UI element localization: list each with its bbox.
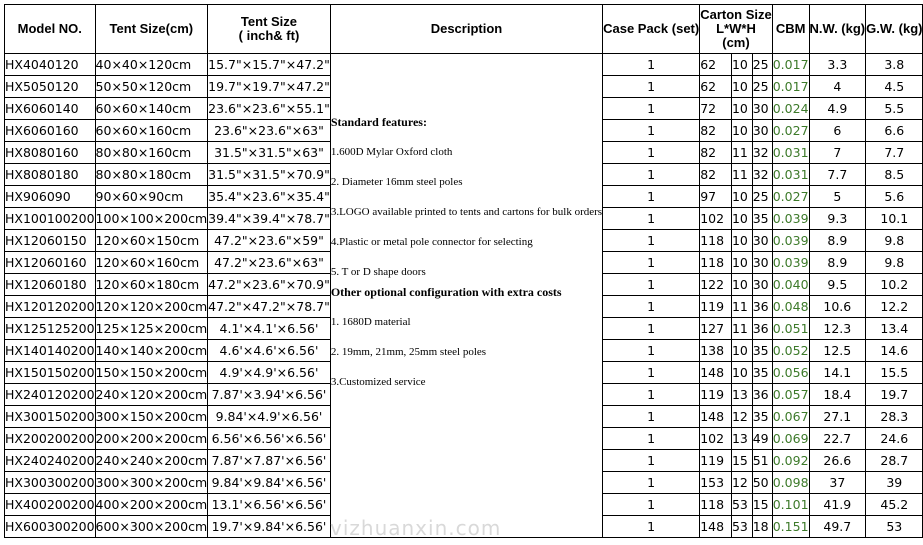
table-cell-carton-height: 30 [752, 274, 772, 296]
table-cell-carton-length: 122 [700, 274, 732, 296]
table-cell-gross-weight: 8.5 [866, 164, 923, 186]
table-cell-gross-weight: 9.8 [866, 230, 923, 252]
table-cell-carton-width: 11 [731, 142, 752, 164]
table-row [5, 54, 923, 76]
table-cell-model: HX240120200 [5, 384, 96, 406]
table-cell-net-weight: 18.4 [809, 384, 866, 406]
table-cell-case-pack: 1 [603, 230, 700, 252]
table-cell-cbm: 0.048 [772, 296, 809, 318]
table-cell-case-pack: 1 [603, 428, 700, 450]
table-cell-carton-height: 30 [752, 120, 772, 142]
table-cell-size-cm: 400×200×200cm [95, 494, 208, 516]
table-cell-carton-length: 118 [700, 494, 732, 516]
table-cell-cbm: 0.039 [772, 208, 809, 230]
table-cell-case-pack: 1 [603, 450, 700, 472]
description-cell [330, 54, 602, 538]
table-cell-case-pack: 1 [603, 54, 700, 76]
table-cell-gross-weight: 45.2 [866, 494, 923, 516]
table-cell-case-pack: 1 [603, 384, 700, 406]
table-cell-carton-width: 11 [731, 164, 752, 186]
table-cell-gross-weight: 10.2 [866, 274, 923, 296]
table-cell-cbm: 0.069 [772, 428, 809, 450]
header-row [5, 5, 923, 54]
table-cell-model: HX140140200 [5, 340, 96, 362]
table-cell-cbm: 0.031 [772, 164, 809, 186]
table-cell-gross-weight: 10.1 [866, 208, 923, 230]
table-cell-size-cm: 240×240×200cm [95, 450, 208, 472]
table-cell-size-inch: 6.56'×6.56'×6.56' [208, 428, 331, 450]
table-cell-size-inch: 35.4"×23.6"×35.4" [208, 186, 331, 208]
table-cell-net-weight: 14.1 [809, 362, 866, 384]
table-cell-carton-width: 10 [731, 76, 752, 98]
table-cell-size-cm: 60×60×140cm [95, 98, 208, 120]
table-cell-size-inch: 15.7"×15.7"×47.2" [208, 54, 331, 76]
table-cell-carton-width: 10 [731, 186, 752, 208]
table-cell-carton-length: 102 [700, 208, 732, 230]
table-cell-carton-length: 148 [700, 516, 732, 538]
optional-configuration-item: 3.Customized service [330, 376, 426, 388]
table-cell-model: HX12060180 [5, 274, 96, 296]
table-cell-case-pack: 1 [603, 406, 700, 428]
table-cell-model: HX600300200 [5, 516, 96, 538]
table-cell-cbm: 0.092 [772, 450, 809, 472]
table-cell-gross-weight: 24.6 [866, 428, 923, 450]
table-cell-case-pack: 1 [603, 274, 700, 296]
table-cell-carton-width: 12 [731, 472, 752, 494]
table-cell-carton-height: 32 [752, 142, 772, 164]
table-cell-size-inch: 9.84'×4.9'×6.56' [208, 406, 331, 428]
table-cell-size-inch: 4.6'×4.6'×6.56' [208, 340, 331, 362]
table-cell-cbm: 0.024 [772, 98, 809, 120]
optional-configuration-item: 1. 1680D material [330, 316, 411, 328]
table-cell-cbm: 0.057 [772, 384, 809, 406]
table-cell-model: HX300300200 [5, 472, 96, 494]
watermark: vizhuanxin.com [330, 516, 502, 540]
table-cell-carton-height: 32 [752, 164, 772, 186]
table-cell-carton-width: 11 [731, 296, 752, 318]
table-cell-carton-height: 25 [752, 54, 772, 76]
table-cell-cbm: 0.098 [772, 472, 809, 494]
header-tent-size-inch-line2: ( inch& ft) [238, 28, 300, 43]
header-tent-size-inch-line1: Tent Size [240, 14, 298, 29]
table-cell-carton-width: 10 [731, 362, 752, 384]
table-cell-size-cm: 80×80×180cm [95, 164, 208, 186]
table-cell-carton-length: 148 [700, 406, 732, 428]
table-cell-cbm: 0.051 [772, 318, 809, 340]
table-cell-carton-height: 36 [752, 296, 772, 318]
table-cell-size-cm: 600×300×200cm [95, 516, 208, 538]
table-cell-carton-length: 148 [700, 362, 732, 384]
table-cell-net-weight: 6 [809, 120, 866, 142]
table-cell-carton-width: 53 [731, 494, 752, 516]
table-cell-size-cm: 300×300×200cm [95, 472, 208, 494]
table-cell-carton-height: 30 [752, 252, 772, 274]
table-cell-size-inch: 9.84'×9.84'×6.56' [208, 472, 331, 494]
description-block [331, 54, 602, 389]
table-cell-model: HX150150200 [5, 362, 96, 384]
table-cell-case-pack: 1 [603, 186, 700, 208]
table-cell-carton-width: 10 [731, 274, 752, 296]
table-cell-size-cm: 200×200×200cm [95, 428, 208, 450]
table-cell-carton-width: 13 [731, 384, 752, 406]
table-cell-carton-length: 62 [700, 54, 732, 76]
table-cell-net-weight: 7.7 [809, 164, 866, 186]
table-cell-size-cm: 125×125×200cm [95, 318, 208, 340]
table-cell-net-weight: 9.5 [809, 274, 866, 296]
table-cell-carton-length: 119 [700, 384, 732, 406]
table-cell-net-weight: 27.1 [809, 406, 866, 428]
table-cell-carton-length: 82 [700, 120, 732, 142]
table-cell-size-inch: 23.6"×23.6"×63" [208, 120, 331, 142]
table-cell-cbm: 0.052 [772, 340, 809, 362]
table-cell-gross-weight: 15.5 [866, 362, 923, 384]
table-cell-size-inch: 4.9'×4.9'×6.56' [208, 362, 331, 384]
table-cell-carton-height: 25 [752, 186, 772, 208]
table-cell-cbm: 0.017 [772, 54, 809, 76]
table-cell-model: HX5050120 [5, 76, 96, 98]
table-cell-carton-height: 35 [752, 406, 772, 428]
header-tent-size-inch [208, 5, 331, 54]
table-cell-carton-height: 50 [752, 472, 772, 494]
table-cell-size-inch: 7.87'×3.94'×6.56' [208, 384, 331, 406]
table-cell-size-inch: 39.4"×39.4"×78.7" [208, 208, 331, 230]
table-cell-carton-width: 10 [731, 230, 752, 252]
table-cell-size-cm: 120×60×150cm [95, 230, 208, 252]
table-cell-model: HX906090 [5, 186, 96, 208]
table-cell-size-inch: 13.1'×6.56'×6.56' [208, 494, 331, 516]
table-cell-carton-width: 11 [731, 318, 752, 340]
table-cell-gross-weight: 4.5 [866, 76, 923, 98]
table-cell-gross-weight: 39 [866, 472, 923, 494]
table-cell-carton-width: 10 [731, 120, 752, 142]
table-cell-carton-height: 35 [752, 340, 772, 362]
table-cell-gross-weight: 28.3 [866, 406, 923, 428]
table-cell-net-weight: 7 [809, 142, 866, 164]
table-cell-model: HX120120200 [5, 296, 96, 318]
table-cell-carton-height: 25 [752, 76, 772, 98]
table-cell-model: HX12060160 [5, 252, 96, 274]
table-cell-net-weight: 8.9 [809, 230, 866, 252]
table-cell-size-cm: 120×120×200cm [95, 296, 208, 318]
header-gw: G.W. (kg) [866, 5, 923, 54]
table-cell-gross-weight: 3.8 [866, 54, 923, 76]
table-cell-carton-length: 72 [700, 98, 732, 120]
table-cell-carton-length: 153 [700, 472, 732, 494]
table-cell-size-inch: 19.7"×19.7"×47.2" [208, 76, 331, 98]
table-cell-case-pack: 1 [603, 472, 700, 494]
header-model: Model NO. [5, 5, 96, 54]
table-cell-net-weight: 41.9 [809, 494, 866, 516]
table-cell-cbm: 0.017 [772, 76, 809, 98]
table-cell-carton-width: 15 [731, 450, 752, 472]
table-cell-cbm: 0.027 [772, 186, 809, 208]
table-cell-model: HX125125200 [5, 318, 96, 340]
table-cell-size-inch: 31.5"×31.5"×63" [208, 142, 331, 164]
table-cell-carton-height: 18 [752, 516, 772, 538]
table-cell-carton-length: 97 [700, 186, 732, 208]
table-cell-net-weight: 3.3 [809, 54, 866, 76]
table-cell-gross-weight: 13.4 [866, 318, 923, 340]
header-description: Description [330, 5, 602, 54]
table-cell-size-cm: 80×80×160cm [95, 142, 208, 164]
standard-feature-item: 2. Diameter 16mm steel poles [330, 176, 463, 188]
table-cell-net-weight: 26.6 [809, 450, 866, 472]
table-cell-size-inch: 31.5"×31.5"×70.9" [208, 164, 331, 186]
table-cell-size-cm: 150×150×200cm [95, 362, 208, 384]
table-cell-size-inch: 47.2"×23.6"×59" [208, 230, 331, 252]
table-cell-cbm: 0.031 [772, 142, 809, 164]
table-cell-carton-length: 138 [700, 340, 732, 362]
table-cell-carton-height: 51 [752, 450, 772, 472]
table-cell-gross-weight: 53 [866, 516, 923, 538]
table-cell-net-weight: 4 [809, 76, 866, 98]
header-carton-line3: (cm) [722, 35, 750, 50]
table-cell-size-cm: 50×50×120cm [95, 76, 208, 98]
table-cell-cbm: 0.039 [772, 252, 809, 274]
header-carton-line2: L*W*H [716, 21, 756, 36]
table-cell-net-weight: 12.3 [809, 318, 866, 340]
table-cell-case-pack: 1 [603, 296, 700, 318]
table-cell-model: HX6060140 [5, 98, 96, 120]
table-cell-gross-weight: 19.7 [866, 384, 923, 406]
table-cell-carton-height: 30 [752, 98, 772, 120]
table-cell-carton-length: 119 [700, 450, 732, 472]
table-cell-gross-weight: 12.2 [866, 296, 923, 318]
table-cell-model: HX240240200 [5, 450, 96, 472]
table-cell-carton-width: 10 [731, 98, 752, 120]
table-cell-carton-width: 13 [731, 428, 752, 450]
table-cell-carton-length: 82 [700, 164, 732, 186]
table-cell-net-weight: 12.5 [809, 340, 866, 362]
table-cell-cbm: 0.101 [772, 494, 809, 516]
table-cell-model: HX300150200 [5, 406, 96, 428]
table-cell-gross-weight: 7.7 [866, 142, 923, 164]
table-cell-carton-length: 127 [700, 318, 732, 340]
table-cell-case-pack: 1 [603, 494, 700, 516]
table-cell-size-inch: 47.2"×47.2"×78.7" [208, 296, 331, 318]
table-cell-size-cm: 240×120×200cm [95, 384, 208, 406]
table-cell-model: HX100100200 [5, 208, 96, 230]
table-cell-case-pack: 1 [603, 98, 700, 120]
table-cell-gross-weight: 6.6 [866, 120, 923, 142]
table-cell-model: HX400200200 [5, 494, 96, 516]
table-body [5, 54, 923, 538]
table-cell-carton-width: 10 [731, 54, 752, 76]
table-cell-carton-height: 36 [752, 384, 772, 406]
table-cell-size-inch: 47.2"×23.6"×70.9" [208, 274, 331, 296]
table-cell-carton-width: 10 [731, 208, 752, 230]
header-cbm: CBM [772, 5, 809, 54]
table-cell-carton-height: 49 [752, 428, 772, 450]
table-cell-carton-length: 82 [700, 142, 732, 164]
table-cell-carton-width: 53 [731, 516, 752, 538]
header-nw: N.W. (kg) [809, 5, 866, 54]
table-cell-model: HX200200200 [5, 428, 96, 450]
table-cell-carton-length: 118 [700, 252, 732, 274]
table-cell-carton-height: 35 [752, 208, 772, 230]
header-carton-line1: Carton Size [700, 7, 772, 22]
table-cell-gross-weight: 28.7 [866, 450, 923, 472]
table-cell-gross-weight: 14.6 [866, 340, 923, 362]
table-cell-case-pack: 1 [603, 362, 700, 384]
standard-feature-item: 1.600D Mylar Oxford cloth [330, 146, 453, 158]
table-cell-cbm: 0.039 [772, 230, 809, 252]
table-cell-case-pack: 1 [603, 318, 700, 340]
table-cell-cbm: 0.056 [772, 362, 809, 384]
table-cell-net-weight: 9.3 [809, 208, 866, 230]
table-cell-case-pack: 1 [603, 120, 700, 142]
table-cell-carton-height: 36 [752, 318, 772, 340]
table-cell-case-pack: 1 [603, 208, 700, 230]
table-cell-case-pack: 1 [603, 340, 700, 362]
table-cell-size-cm: 40×40×120cm [95, 54, 208, 76]
table-cell-carton-length: 102 [700, 428, 732, 450]
table-cell-carton-length: 118 [700, 230, 732, 252]
table-cell-size-inch: 47.2"×23.6"×63" [208, 252, 331, 274]
table-cell-size-cm: 140×140×200cm [95, 340, 208, 362]
table-cell-gross-weight: 5.5 [866, 98, 923, 120]
table-cell-size-cm: 120×60×180cm [95, 274, 208, 296]
header-carton-size [700, 5, 773, 54]
standard-feature-item: 4.Plastic or metal pole connector for selecting [330, 236, 533, 248]
table-cell-size-cm: 100×100×200cm [95, 208, 208, 230]
table-cell-size-inch: 23.6"×23.6"×55.1" [208, 98, 331, 120]
table-cell-case-pack: 1 [603, 516, 700, 538]
table-cell-case-pack: 1 [603, 164, 700, 186]
table-cell-carton-length: 62 [700, 76, 732, 98]
table-cell-case-pack: 1 [603, 252, 700, 274]
table-cell-size-inch: 19.7'×9.84'×6.56' [208, 516, 331, 538]
table-cell-carton-height: 15 [752, 494, 772, 516]
table-cell-net-weight: 22.7 [809, 428, 866, 450]
table-cell-model: HX4040120 [5, 54, 96, 76]
header-tent-size-cm: Tent Size(cm) [95, 5, 208, 54]
table-cell-model: HX8080160 [5, 142, 96, 164]
table-cell-net-weight: 49.7 [809, 516, 866, 538]
table-cell-net-weight: 5 [809, 186, 866, 208]
table-cell-case-pack: 1 [603, 142, 700, 164]
table-cell-net-weight: 8.9 [809, 252, 866, 274]
table-cell-size-cm: 300×150×200cm [95, 406, 208, 428]
table-cell-size-cm: 120×60×160cm [95, 252, 208, 274]
table-cell-carton-length: 119 [700, 296, 732, 318]
table-cell-cbm: 0.040 [772, 274, 809, 296]
table-cell-size-cm: 90×60×90cm [95, 186, 208, 208]
table-cell-cbm: 0.151 [772, 516, 809, 538]
optional-configuration-item: 2. 19mm, 21mm, 25mm steel poles [330, 346, 487, 358]
table-cell-carton-height: 35 [752, 362, 772, 384]
standard-feature-item: 5. T or D shape doors [330, 266, 426, 278]
table-cell-model: HX6060160 [5, 120, 96, 142]
table-cell-carton-width: 10 [731, 252, 752, 274]
table-cell-size-inch: 4.1'×4.1'×6.56' [208, 318, 331, 340]
table-cell-cbm: 0.067 [772, 406, 809, 428]
table-cell-carton-height: 30 [752, 230, 772, 252]
table-cell-carton-width: 12 [731, 406, 752, 428]
table-cell-model: HX12060150 [5, 230, 96, 252]
table-cell-model: HX8080180 [5, 164, 96, 186]
table-cell-net-weight: 10.6 [809, 296, 866, 318]
optional-configuration-heading: Other optional configuration with extra costs [330, 285, 562, 299]
table-cell-cbm: 0.027 [772, 120, 809, 142]
table-cell-gross-weight: 9.8 [866, 252, 923, 274]
standard-feature-item: 3.LOGO available printed to tents and cartons for bulk orders [330, 206, 603, 218]
table-cell-size-cm: 60×60×160cm [95, 120, 208, 142]
header-case-pack: Case Pack (set) [603, 5, 700, 54]
standard-features-heading: Standard features: [330, 115, 427, 129]
table-cell-net-weight: 37 [809, 472, 866, 494]
table-cell-gross-weight: 5.6 [866, 186, 923, 208]
table-cell-net-weight: 4.9 [809, 98, 866, 120]
table-cell-size-inch: 7.87'×7.87'×6.56' [208, 450, 331, 472]
product-spec-table [4, 4, 923, 538]
table-cell-case-pack: 1 [603, 76, 700, 98]
table-cell-carton-width: 10 [731, 340, 752, 362]
